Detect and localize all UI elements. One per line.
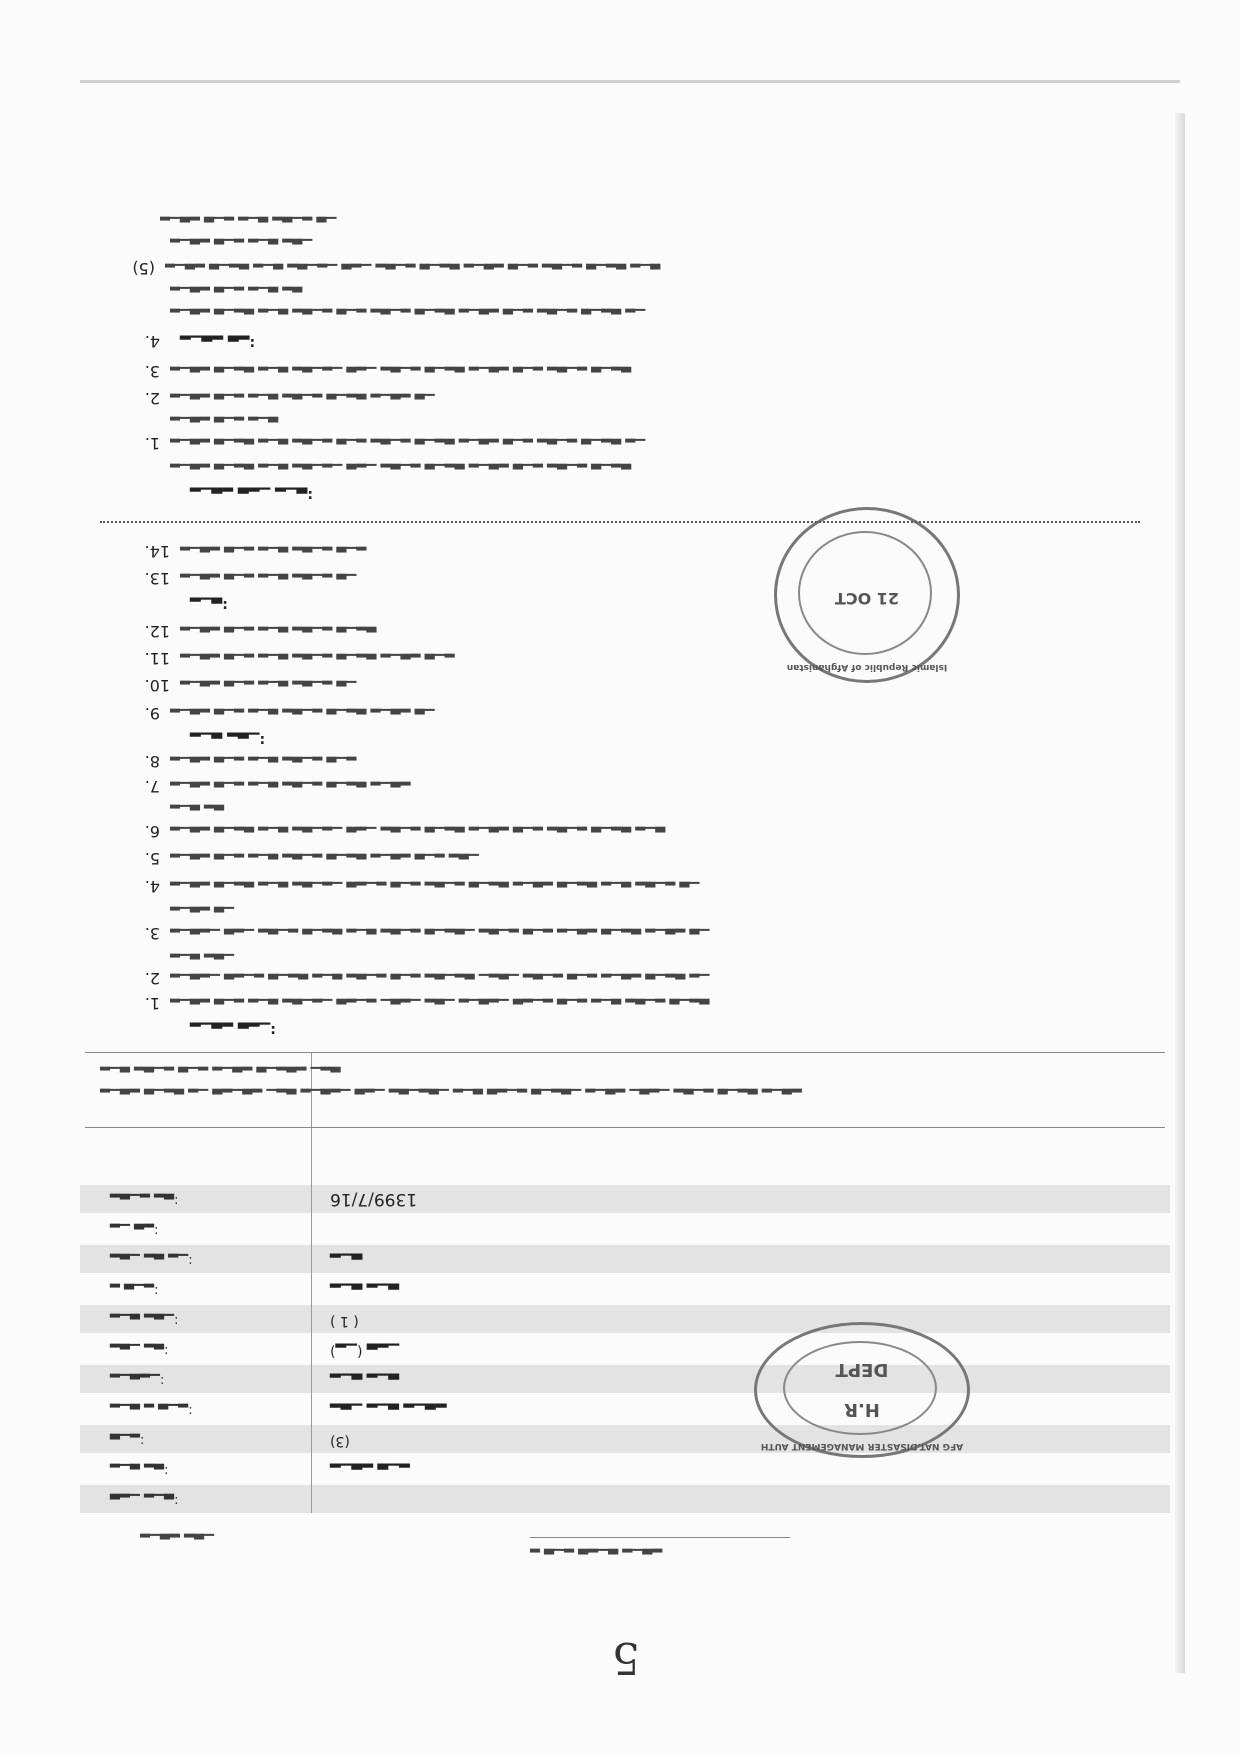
text-line: ▂▁▃▂ ▃▁▂▃ ▂▁▃ ▂▃▁▂▁ ▃▂▁ ▂▃▁▂ ▃▁▂▃ ▂▁▃▂ ▃▁▂ ▂▃▁▂ ▃▁▂▃ ▂▁▃ [165, 263, 661, 278]
text-line: ▂▁▃▂ ▃▁▂ ▂▁▃ ▂▃▁▂ ▃▁ [180, 573, 357, 588]
stamp2-ring: Islamic Republic of Afghanistan [786, 662, 948, 672]
text-line: ▂▁▃▂ ▃▁▂ ▂▁▃ ▂▃▁▂ ▃▁▂▃ ▂▁▃▂ ▃▁▂ [180, 653, 455, 668]
text-line: ▂▁▃▂▁ ▃▂▁▂ ▃▁▂▃ ▂▁▃ ▂▃▁▂ ▃▁▂ ▂▃▁▂▃ ▁▂▃▁ ▂▃▁▂ ▃▁▂ ▂▁▃▂ ▃▁▂▃ ▂▁ [170, 973, 710, 988]
text-line: ▂▁▃▂ ▃▁▂ ▂▁▃ ▂▃▁▂ ▃▁ [180, 680, 357, 695]
text-line: ▂▁▃▂ ▃▁▂▃ ▂▁▃ ▂▃▁▂ ▃▁▂ ▂▃▁▂ ▃▁▂▃ ▂▁▃▂ ▃▁▂ ▂▃▁▂ ▃▁▂▃ ▂▁ [170, 308, 646, 323]
item-number: 4. [144, 332, 160, 351]
text-line: ▂▁▃▂ ▃▁▂ ▂▁▃ ▂▃ [170, 286, 303, 301]
table-row: ▂▃▁ ▂▃: (▂▁) ▃▂▁ [110, 1343, 400, 1359]
stamp2-date: 21 OCT [834, 589, 900, 608]
section-divider [85, 1127, 1165, 1128]
date-value: 1399/7/16 [330, 1189, 418, 1209]
stamp-hr-text: H.R [844, 1399, 880, 1420]
scan-shadow [80, 80, 1180, 83]
section-heading: ▂▁▃▂ ▃▂▁: [190, 1022, 276, 1038]
item-number: 7. [144, 777, 160, 796]
text-line: ▂▁▃▂ ▃▁▂ ▂▁▃ ▂▃▁▂ ▃▁▂ [170, 756, 357, 771]
table-row: ▂ ▃▁▂: ▂▁▃ ▂▁▃ [110, 1283, 400, 1299]
item-number: 10. [144, 676, 170, 695]
table-row: ▃▁▂: (3) [80, 1425, 1170, 1453]
item-number: 5. [144, 849, 160, 868]
item-number: 6. [144, 822, 160, 841]
table-row: ▂▁▃ ▂▃▁: ( 1 ) [80, 1305, 1170, 1333]
table-row: ▂▃▁▂ ▂▃: 1399/7/16 [80, 1185, 1170, 1213]
text-line: ▂▁▃▂ ▃▁▂▃ ▂▁▃ ▂▃▁▂ ▃▁▂ ▂▃▁▂ ▃▁▂▃ ▂▁▃▂ ▃▁▂ ▂▃▁▂ ▃▁▂▃ ▂▁ [170, 438, 646, 453]
section-heading: ▂▁▃: [190, 597, 228, 613]
item-number: 9. [144, 704, 160, 723]
signature-text: ▂ ▃▁▂ ▃▂▁▃ ▂▁▃▂ [530, 1548, 663, 1563]
section-divider [85, 1052, 1165, 1053]
text-line: ▂▁▃▂ ▃▁ [170, 906, 235, 921]
table-row: ▂▁▃▂▁: ▂▁▃ ▂▁▃ [80, 1365, 1170, 1393]
stamp-dept-text: DEPT [835, 1359, 889, 1380]
item-number: 2. [144, 969, 160, 988]
table-row: ▂▁ ▃▂: [110, 1223, 159, 1238]
section-divider [100, 521, 1140, 523]
text-line: ▂▁▃▂ ▃▁▂ ▂▁▃ ▂▃▁▂ ▃▁▂▃ ▂▁▃▂ ▃▁ [170, 708, 435, 723]
count-a: ( 1 ) [330, 1313, 359, 1329]
count-b: (3) [330, 1433, 350, 1449]
page-number: 5 [611, 1632, 640, 1683]
information-table [80, 1053, 1170, 1513]
round-stamp [774, 507, 960, 683]
item-number: 1. [144, 994, 160, 1013]
text-line: ▂▁▃▂ ▃▁▂ ▂▁▃ ▂▃▁▂ ▃▁▂ [180, 546, 367, 561]
table-divider [311, 1053, 312, 1513]
item-number: 12. [144, 622, 170, 641]
item-number: 1. [144, 434, 160, 453]
item-number: 11. [144, 649, 170, 668]
item-number: 14. [144, 542, 170, 561]
item-number: 8. [144, 752, 160, 771]
text-line: ▂▁▃▂ ▃▁▂ ▂▁▃ ▂▃▁▂ ▃▁▂▃ ▂▁▃▂ [170, 781, 411, 796]
text-line: ▂▁▃ ▂▃▁ [170, 953, 235, 968]
text-line: ▂▁▃▂ ▃▁▂ ▂▁▃ ▂▃▁ [170, 238, 313, 253]
item-number: 2. [144, 389, 160, 408]
item-number: 4. [144, 877, 160, 896]
text-line: ▂▁▃▂ ▃▁▂▃ ▂▁▃ ▂▃▁▂▁ ▃▂▁ ▂▃▁▂ ▃▁▂▃ ▂▁▃▂ ▃▁▂ ▂▃▁▂ ▃▁▂▃ [170, 463, 632, 478]
text-line: ▂▁▃▂ ▃▁▂ ▂▁▃ ▂▃▁▂ ▃▁ [160, 216, 337, 231]
hr-dept-stamp [754, 1322, 970, 1458]
section-heading: ▂▁▃ ▂▃▁: [190, 732, 266, 748]
text-line: ▂▁▃ ▂▃ [170, 804, 225, 819]
text-line: ▂▁▃▂ ▃▁▂ ▂▁▃ ▂▃▁▂ ▃▁▂▃ [180, 626, 377, 641]
text-line: ▂▁▃▂ ▃▁▂▃ ▂▁▃ ▂▃▁▂▁ ▃▂▁▂ ▃▁▂ ▂▃▁▂ ▃▁▂▃ ▂▁▃▂ ▃▁▂▃ ▂▁▃ ▂▃▁▂ ▃▁ [170, 881, 700, 896]
item-heading: ▂▁▃▂ ▃▂: [180, 335, 256, 351]
text-line: ▂▁▃▂ ▃▁▂▃ ▂▁ ▃▂▁▃▂ ▁▂▃ ▂▁▃▂▁ ▃▂▁ ▂▃▁▂▃▁ ▂▁▃ ▃▂▁▂ ▃▁▂▃▁ ▂▁▃▂ ▁▃▂▁ ▂▃▁▂ ▃▁▂▃ ▂▁▃▂ [100, 1088, 802, 1103]
text-line: ▂▁▃▂ ▃▁▂▃ ▂▁▃ ▂▃▁▂▁ ▃▂▁ ▂▃▁▂ ▃▁▂▃ ▂▁▃▂ ▃▁▂ ▂▃▁▂ ▃▁▂▃ [170, 366, 632, 381]
text-line: ▂▁▃▂▁ ▃▂▁ ▂▃▁▂ ▃▁▂▃ ▂▁▃ ▂▃▁▂ ▃▁▂▃▁ ▂▃▁▂ ▃▁▂ ▂▁▃▂ ▃▁▂▃ ▂▁▃▂ ▃▁ [170, 928, 710, 943]
scan-shadow [1175, 113, 1185, 1673]
table-row: ▂▁▃ ▂▃: ▂▁▃▂ ▃▁▂ [110, 1463, 410, 1479]
section-heading: ▂▁▃▂ ▃▂▁ ▂▁▃: [190, 487, 314, 503]
text-line: ▂▁▃▂ ▃▁▂ ▂▁▃ ▂▃▁▂▁ ▃▂▁▂ ▁▃▂▁ ▂▃▁ ▂▁▃▂▁ ▃▂▁▂ ▃▁▂ ▂▁▃ ▂▃▁▂ ▃▁▂▃ [170, 998, 710, 1013]
text-line: ▂▁▃ ▂▃▁▂ ▃▁▂ ▂▁▃▂ ▃▁▂▃▂ ▁▂▃ [100, 1066, 341, 1081]
item-number: (5) [132, 259, 155, 278]
table-row: ▂▁▃ ▂ ▃▁▂: ▂▃▁ ▂▁▃ ▂▁▃▂ [110, 1403, 447, 1419]
text-line: ▂▁▃▂ ▃▁▂ ▂▁▃ ▂▃▁▂ ▃▁▂▃ ▂▁▃▂ ▃▁▂ ▂▃▁ [170, 853, 479, 868]
text-line: ▂▁▃▂ ▃▁▂▃ ▂▁▃ ▂▃▁▂▁ ▃▂▁ ▂▃▁▂ ▃▁▂▃ ▂▁▃▂ ▃▁▂ ▂▃▁▂ ▃▁▂▃ ▂▁▃ [170, 826, 666, 841]
footer-note: ▂▁▃▂ ▂▃▁ [140, 1533, 215, 1548]
stamp-ring-text: AFG NAT.DISASTER MANAGEMENT AUTH [760, 1441, 964, 1451]
table-row: ▃▂▁ ▂▁▃: [80, 1485, 1170, 1513]
text-line: ▂▁▃▂ ▃▁▂ ▂▁▃ [170, 416, 279, 431]
item-number: 13. [144, 569, 170, 588]
item-number: 3. [144, 362, 160, 381]
signature-line [530, 1537, 790, 1538]
item-number: 3. [144, 924, 160, 943]
text-line: ▂▁▃▂ ▃▁▂ ▂▁▃ ▂▃▁▂ ▃▁▂▃ ▂▁▃▂ ▃▁ [170, 393, 435, 408]
table-row: ▂▃▁ ▂▃ ▂▁: ▂▁▃ [80, 1245, 1170, 1273]
